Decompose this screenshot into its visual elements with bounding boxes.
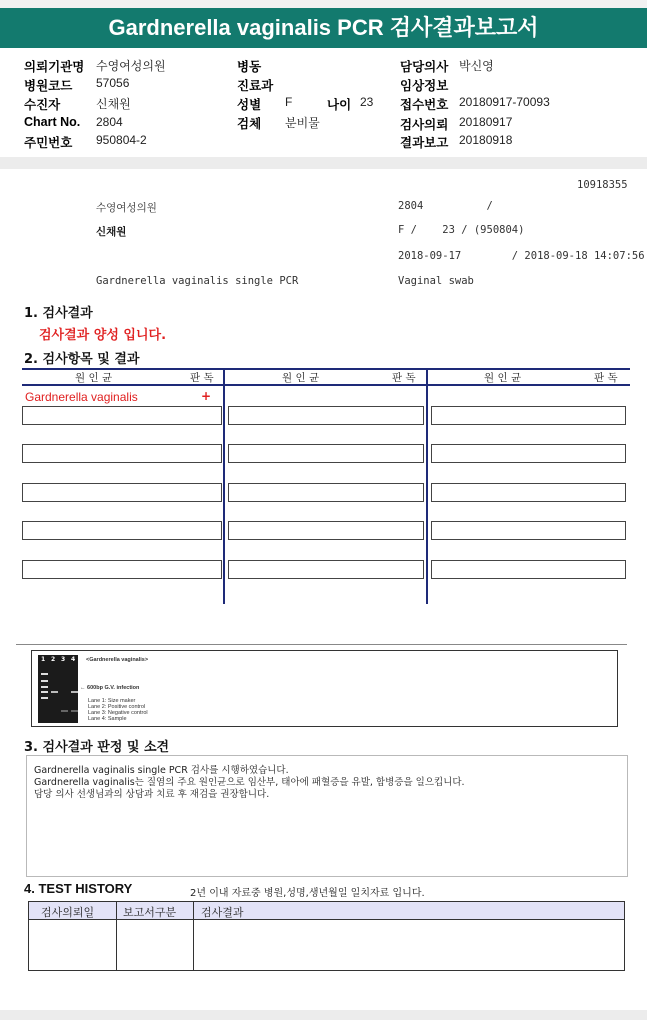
rrn-label: 주민번호 [24,136,73,150]
grid-header-line [22,384,630,386]
hospital-code-value: 57056 [96,76,130,90]
gel-legend-item: Lane 1: Size maker [88,698,136,704]
patient-label: 수진자 [24,98,61,112]
comment-line: Gardnerella vaginalis는 질염의 주요 원인균으로 임산부, 태아에 패혈증을 유발, 합병증을 일으킵니다. [34,777,465,788]
col-judgement-1: 판 독 [190,372,214,384]
divider-line [16,644,627,645]
page-bottom-strip [0,1010,647,1020]
comment-line: 담당 의사 선생님과의 상담과 치료 후 재검을 권장합니다. [34,789,270,800]
specimen-label: 검체 [237,117,262,131]
positive-band [51,691,58,693]
gel-figure [31,650,618,727]
history-col-divider [193,902,194,970]
gel-band-label: ← 600bp G.V. infection [80,685,140,691]
ladder-band [41,680,48,682]
doctor-value: 박신영 [459,59,494,73]
pathogen-result: + [201,389,212,403]
result-box [431,444,626,463]
gel-electrophoresis-image [38,655,78,723]
history-col-result: 검사결과 [201,906,244,919]
info-dates: 2018-09-17 / 2018-09-18 14:07:56 [398,250,645,262]
request-value: 20180917 [459,115,513,129]
comment-box [26,755,628,877]
lane-number: 2 [51,656,56,663]
age-value: 23 [360,95,374,109]
section4-title: 4. TEST HISTORY [24,881,133,896]
positive-result: 검사결과 양성 입니다. [39,328,167,343]
info-patient: 신채원 [96,226,127,238]
ladder-band [41,686,48,688]
result-box [431,521,626,540]
result-box [22,444,222,463]
comment-line: Gardnerella vaginalis single PCR 검사를 시행하였습니다. [34,765,289,776]
result-box [228,406,424,425]
result-box [22,406,222,425]
lane-number: 4 [71,656,76,663]
result-box [228,521,424,540]
info-test-name: Gardnerella vaginalis single PCR [96,275,299,287]
grid-divider-2 [426,368,428,604]
section3-title: 3. 검사결과 판정 및 소견 [24,740,170,755]
doctor-label: 담당의사 [400,60,449,74]
result-box [431,483,626,502]
col-pathogen-2: 원 인 균 [282,372,320,384]
ladder-band [41,673,48,675]
primer-band [71,710,78,712]
result-box [228,444,424,463]
info-sex-age: F / 23 / (950804) [398,224,525,236]
grid-divider-1 [223,368,225,604]
receipt-label: 접수번호 [400,98,449,112]
gel-legend-item: Lane 4: Sample [88,716,127,722]
specimen-value: 분비물 [285,116,320,130]
gel-legend-item: Lane 2: Positive control [88,704,146,710]
institution-label: 의뢰기관명 [24,60,85,74]
col-pathogen-3: 원 인 균 [484,372,522,384]
report-label: 결과보고 [400,136,449,150]
gel-title: <Gardnerella vaginalis> [86,657,149,663]
history-note: 2년 이내 자료중 병원,성명,생년월일 일치자료 입니다. [190,888,425,899]
dept-label: 진료과 [237,79,274,93]
history-col-divider [116,902,117,970]
request-label: 검사의뢰 [400,118,449,132]
ladder-band [41,691,48,693]
lane-number: 1 [41,656,46,663]
history-col-request-date: 검사의뢰일 [41,906,95,919]
result-box [228,560,424,579]
report-title: Gardnerella vaginalis PCR 검사결과보고서 [0,8,647,48]
col-judgement-2: 판 독 [392,372,416,384]
age-label: 나이 [327,98,352,112]
history-col-report-type: 보고서구분 [123,906,177,919]
primer-band [61,710,68,712]
result-box [431,406,626,425]
receipt-value: 20180917-70093 [459,95,550,109]
col-pathogen-1: 원 인 균 [75,372,113,384]
lane-number: 3 [61,656,66,663]
grid-top-line [22,368,630,370]
pathogen-name: Gardnerella vaginalis [25,390,138,404]
sex-value: F [285,95,293,109]
report-value: 20180918 [459,133,513,147]
info-specimen: Vaginal swab [398,275,474,287]
info-chart: 2804 / [398,200,493,212]
page-separator [0,157,647,169]
info-clinic: 수영여성의원 [96,202,157,214]
top-frame-strip [0,0,647,8]
history-table [28,901,625,971]
col-judgement-3: 판 독 [594,372,618,384]
gel-legend-item: Lane 3: Negative control [88,710,148,716]
ward-label: 병동 [237,60,262,74]
ladder-band [41,697,48,699]
id-number: 10918355 [577,179,628,191]
clinical-label: 임상정보 [400,79,449,93]
patient-value: 신채원 [96,97,131,111]
section2-title: 2. 검사항목 및 결과 [24,352,140,367]
history-table-header [29,902,624,920]
result-box [22,521,222,540]
sample-band [71,691,78,693]
result-box [228,483,424,502]
result-box [22,483,222,502]
section1-title: 1. 검사결과 [24,306,93,321]
result-box [431,560,626,579]
chart-label: Chart No. [24,115,81,129]
rrn-value: 950804-2 [96,133,147,147]
sex-label: 성별 [237,98,262,112]
institution-value: 수영여성의원 [96,59,166,73]
hospital-code-label: 병원코드 [24,79,73,93]
chart-value: 2804 [96,115,123,129]
result-box [22,560,222,579]
